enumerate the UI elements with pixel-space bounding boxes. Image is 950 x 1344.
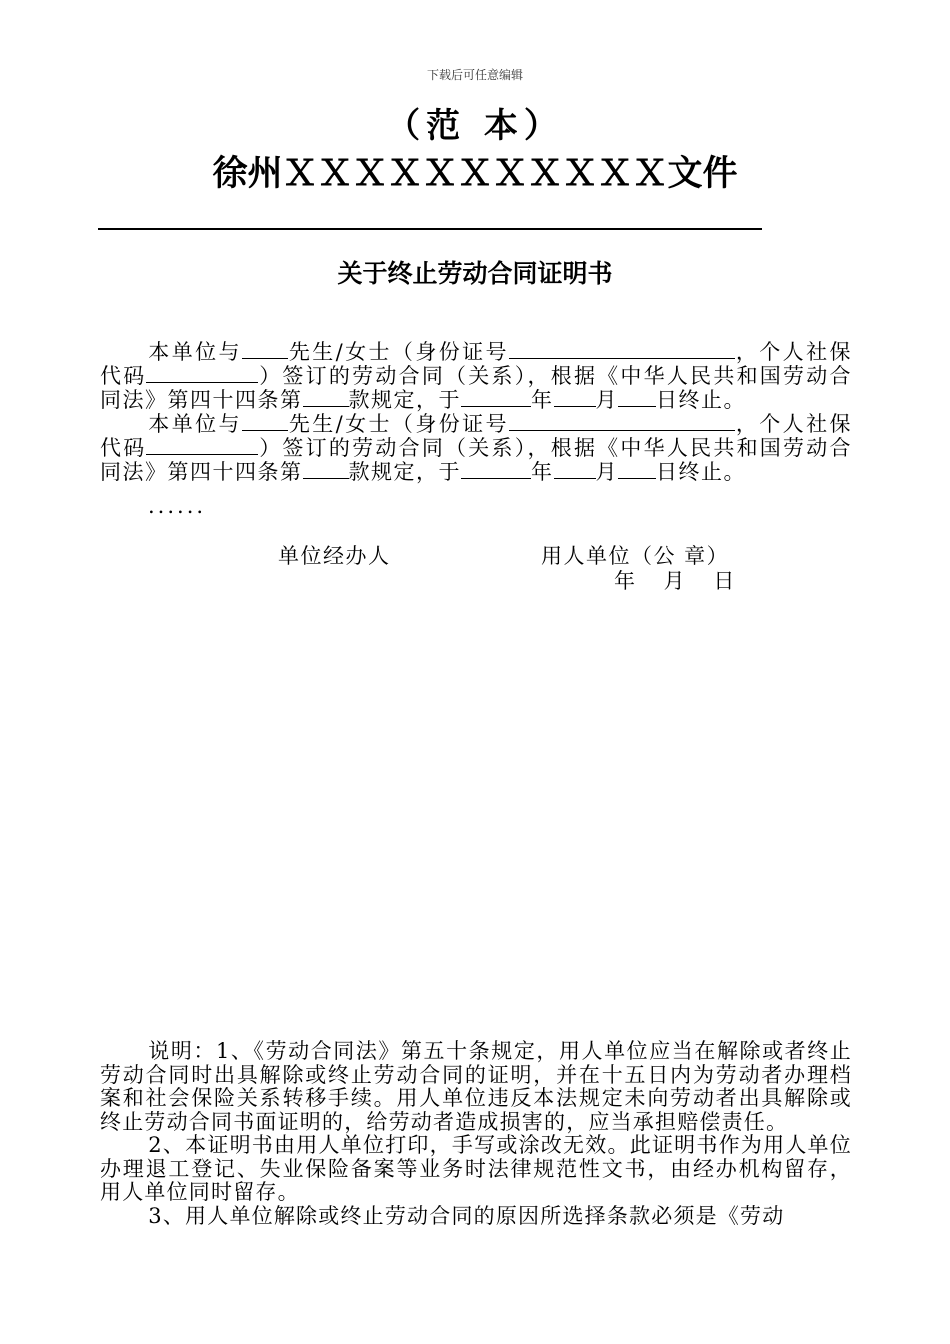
month-blank[interactable] [554,388,596,407]
text-segment: 款规定，于 [348,388,461,412]
text-segment: 本单位与 [148,412,242,436]
text-segment: 月 [595,460,618,484]
certificate-body [100,340,852,484]
header-rule [98,228,762,230]
social-security-code-blank[interactable] [146,364,258,383]
text-segment: 月 [595,388,618,412]
text-segment: 先生/女士（身份证号 [287,340,509,364]
name-blank[interactable] [242,340,288,359]
id-number-blank[interactable] [509,340,735,359]
id-number-blank[interactable] [509,412,735,431]
file-title: 徐州ＸＸＸＸＸＸＸＸＸＸＸ文件 [212,153,738,194]
month-blank[interactable] [554,460,596,479]
social-security-code-blank[interactable] [146,436,258,455]
sample-label: （范 本） [386,106,564,146]
ellipsis: ...... [148,494,207,518]
document-title: 关于终止劳动合同证明书 [337,259,613,288]
certificate-paragraph-1 [100,340,852,412]
text-segment: ）签订的劳动合同（关系），根据《中华人民共和国劳动合同法》第四十四条第 [100,364,853,412]
note-2: 2、本证明书由用人单位打印，手写或涂改无效。此证明书作为用人单位办理退工登记、失业保险备案等业务时法律规范性文书，由经办机构留存，用人单位同时留存。 [100,1133,852,1204]
text-segment: 年 [531,388,554,412]
name-blank[interactable] [242,412,288,431]
text-segment: 款规定，于 [348,460,461,484]
header-note: 下载后可任意编辑 [426,68,523,82]
handler-label: 单位经办人 [278,544,391,568]
employer-seal-label: 用人单位（公 章） [541,544,730,568]
note-1: 说明：1、《劳动合同法》第五十条规定，用人单位应当在解除或者终止劳动合同时出具解除或终止劳动合同的证明，并在十五日内为劳动者办理档案和社会保险关系转移手续。用人单位违反本法规定未向劳动者出具解除或终止劳动合同书面证明的，给劳动者造成损害的，应当承担赔偿责任。 [100,1039,852,1134]
signature-date: 年 月 日 [614,569,736,593]
year-blank[interactable] [461,388,531,407]
text-segment: ）签订的劳动合同（关系），根据《中华人民共和国劳动合同法》第四十四条第 [100,436,853,484]
text-segment: ，个人社保代码 [100,412,852,460]
text-segment: 日终止。 [656,388,746,412]
clause-blank[interactable] [303,460,349,479]
clause-blank[interactable] [303,388,349,407]
text-segment: 年 [531,460,554,484]
text-segment: 先生/女士（身份证号 [287,412,509,436]
text-segment: 本单位与 [148,340,242,364]
text-segment: ，个人社保代码 [100,340,852,388]
note-3: 3、用人单位解除或终止劳动合同的原因所选择条款必须是《劳动 [148,1203,785,1228]
year-blank[interactable] [461,460,531,479]
day-blank[interactable] [618,388,656,407]
day-blank[interactable] [618,460,656,479]
certificate-paragraph-2 [100,412,852,484]
notes-section [100,1040,852,1228]
text-segment: 日终止。 [656,460,746,484]
